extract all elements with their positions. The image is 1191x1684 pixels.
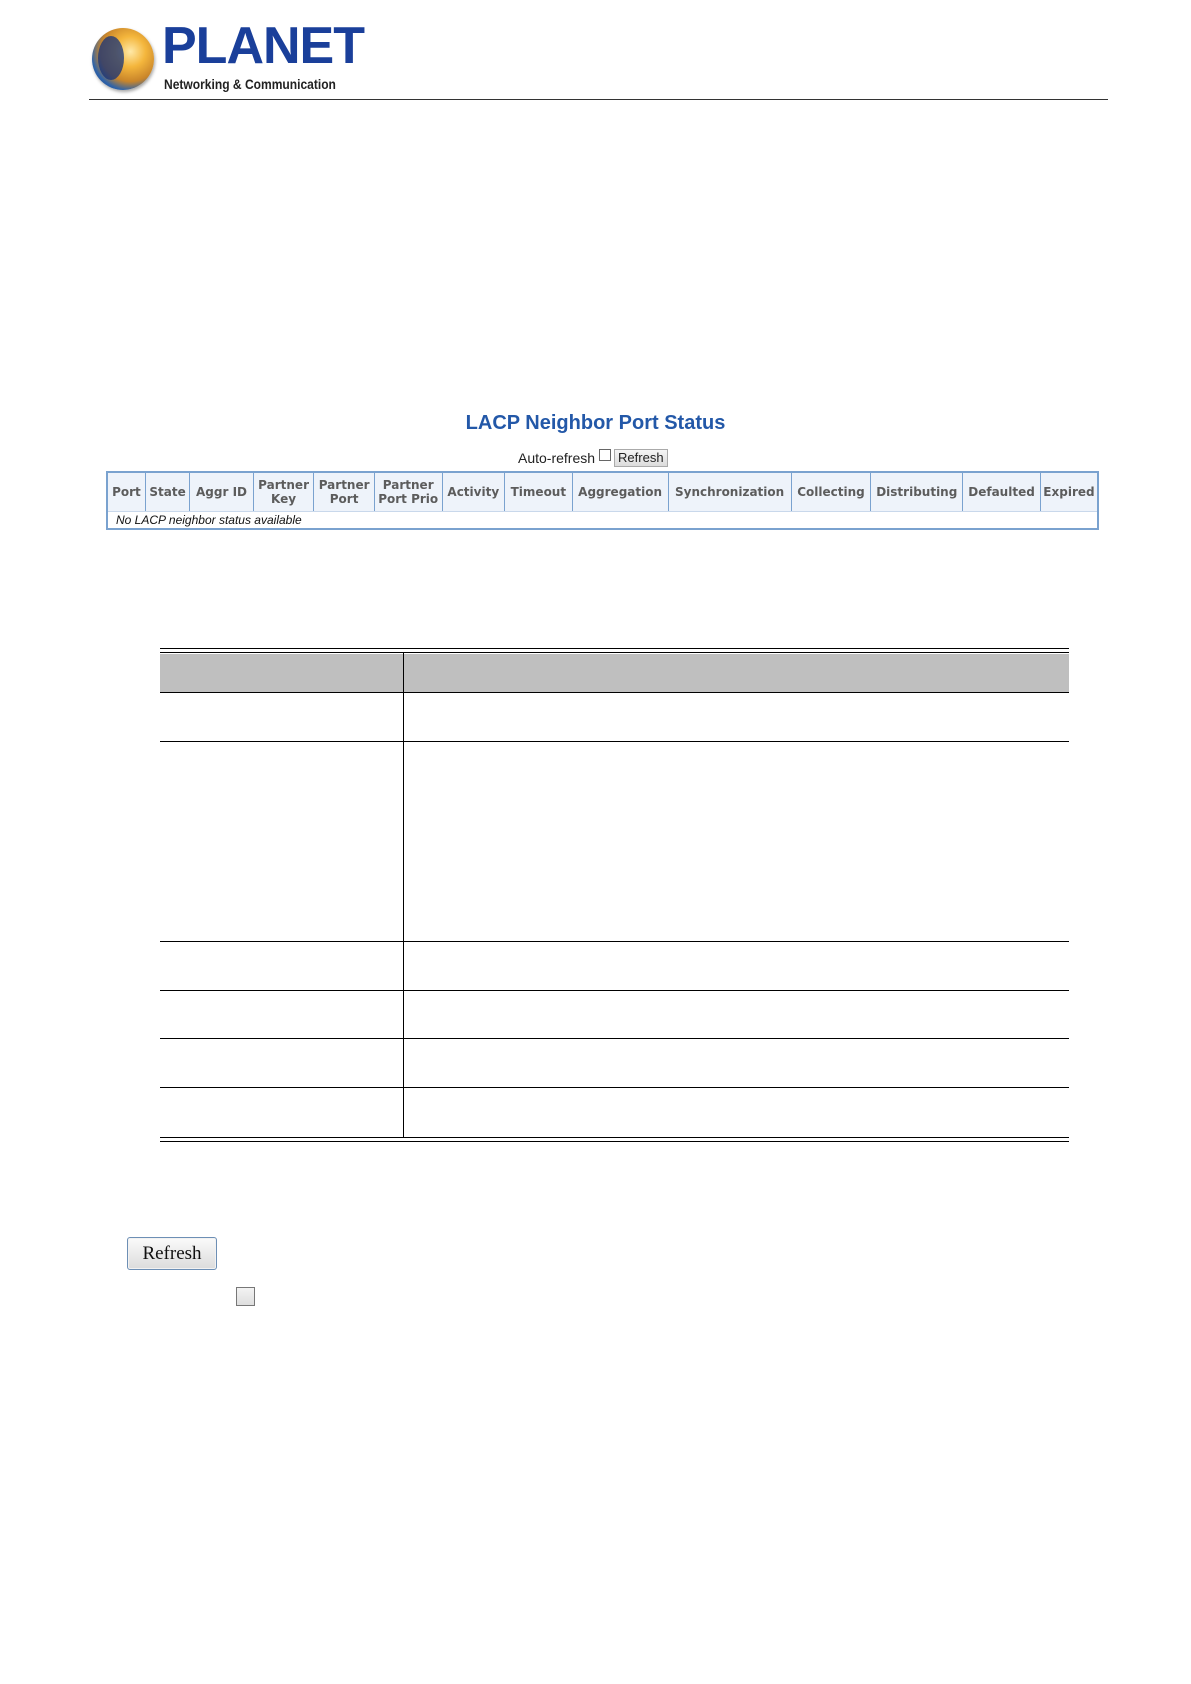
brand-tagline: Networking & Communication: [164, 76, 336, 92]
auto-refresh-checkbox-large[interactable]: [236, 1287, 255, 1306]
col-expired: Expired: [1040, 472, 1098, 512]
column-divider: [403, 652, 404, 1138]
col-synchronization: Synchronization: [668, 472, 791, 512]
row-divider: [160, 692, 1069, 693]
table-bottom-rule-outer: [160, 1141, 1069, 1142]
lacp-neighbor-table: [106, 471, 1099, 530]
panel-refresh-button[interactable]: Refresh: [614, 449, 668, 467]
col-partner-port-prio: Partner Port Prio: [374, 472, 442, 512]
col-timeout: Timeout: [505, 472, 573, 512]
table-top-rule: [160, 648, 1069, 649]
table-header-row: [107, 472, 1098, 512]
col-distributing: Distributing: [871, 472, 963, 512]
row-divider: [160, 941, 1069, 942]
table-top-rule-inner: [160, 652, 1069, 653]
table-bottom-rule: [160, 1137, 1069, 1138]
planet-logo: [92, 17, 364, 96]
row-divider: [160, 990, 1069, 991]
col-partner-port: Partner Port: [314, 472, 375, 512]
col-state: State: [145, 472, 189, 512]
auto-refresh-label: Auto-refresh: [518, 450, 596, 466]
col-aggregation: Aggregation: [572, 472, 668, 512]
empty-status-message: No LACP neighbor status available: [116, 513, 302, 527]
col-aggr-id: Aggr ID: [190, 472, 254, 512]
col-activity: Activity: [442, 472, 505, 512]
panel-title: LACP Neighbor Port Status: [465, 412, 726, 434]
refresh-button[interactable]: Refresh: [127, 1237, 217, 1270]
row-divider: [160, 1087, 1069, 1088]
col-partner-key: Partner Key: [253, 472, 314, 512]
row-divider: [160, 1038, 1069, 1039]
header-divider: [89, 99, 1108, 100]
col-collecting: Collecting: [791, 472, 871, 512]
col-defaulted: Defaulted: [963, 472, 1041, 512]
table-row: [107, 512, 1098, 530]
auto-refresh-checkbox[interactable]: [599, 449, 611, 461]
auto-refresh-control: [518, 449, 668, 467]
table-header-band: [160, 654, 1069, 692]
row-divider: [160, 741, 1069, 742]
brand-name: PLANET: [162, 17, 364, 75]
col-port: Port: [107, 472, 145, 512]
globe-icon: [92, 28, 154, 90]
